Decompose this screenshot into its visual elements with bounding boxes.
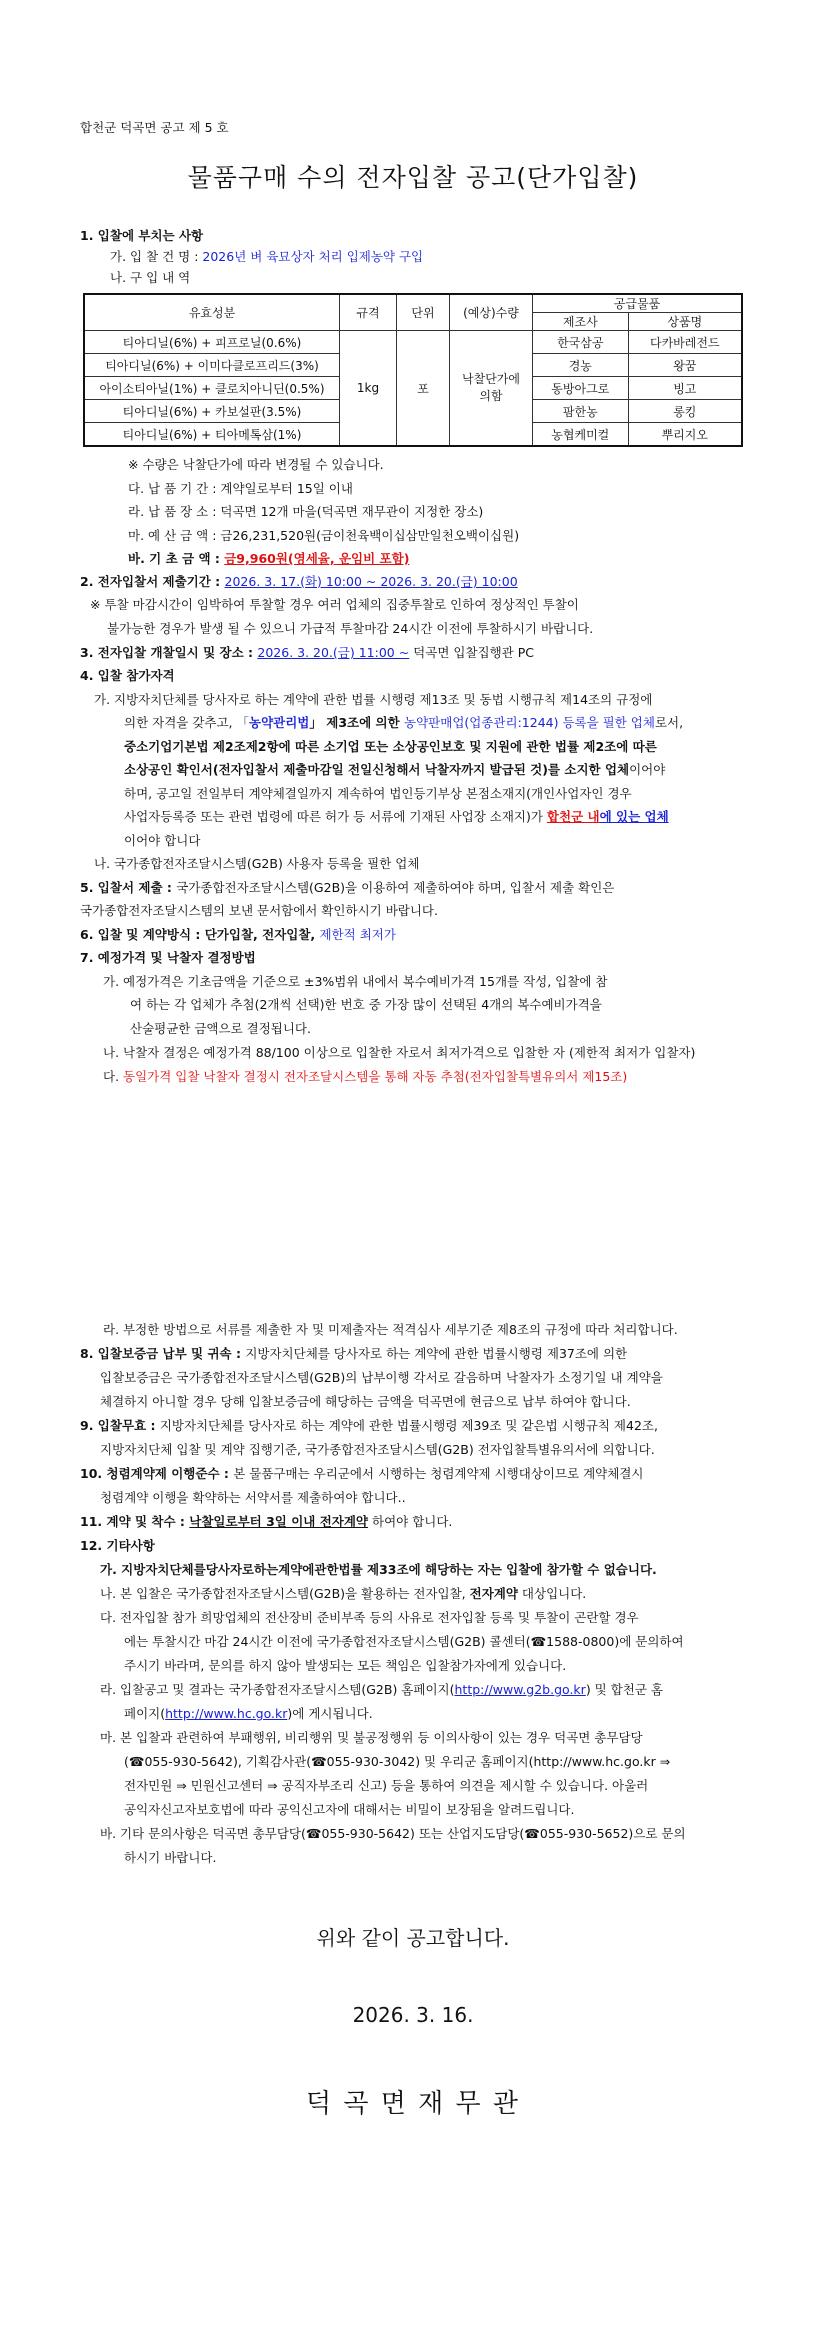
qty-cell: 낙찰단가에 의함 (450, 331, 533, 447)
sec12-da-line2: 에는 투찰시간 마감 24시간 이전에 국가종합전자조달시스템(G2B) 콜센터(☎1588-0800)에 문의하여 (124, 1634, 684, 1649)
hc-homepage-link[interactable]: http://www.hc.go.kr (165, 1706, 288, 1721)
delivery-place: 라. 납 품 장 소 : 덕곡면 12개 마을(덕곡면 재무관이 지정한 장소) (128, 504, 484, 519)
table-row: 티아디닐(6%) + 이미다클로프리드(3%) 경농 왕꿈 (84, 354, 742, 377)
sec12-da-line3: 주시기 바라며, 문의를 하지 않아 발생되는 모든 책임은 입찰참가자에게 있습니다. (124, 1658, 567, 1673)
sec12-da-line1: 다. 전자입찰 참가 희망업체의 전산장비 준비부족 등의 사유로 전자입찰 등록 및 투찰이 곤란할 경우 (100, 1610, 639, 1625)
sec7-ga-line1: 가. 예정가격은 기초금액을 기준으로 ±3%범위 내에서 복수예비가격 15개를 작성, 입찰에 참 (103, 974, 608, 989)
sec4-line2: 의한 자격을 갖추고, 「농약관리법」 제3조에 의한 농약판매업(업종관리:1244) 등록을 필한 업체로서, (124, 715, 684, 730)
sec4-na: 나. 국가종합전자조달시스템(G2B) 사용자 등록을 필한 업체 (94, 856, 420, 871)
sec12-heading: 12. 기타사항 (80, 1538, 155, 1553)
th-maker: 제조사 (533, 313, 629, 331)
sec2-heading: 2. 전자입찰서 제출기간 : 2026. 3. 17.(화) 10:00 ~ 2026. 3. 20.(금) 10:00 (80, 574, 518, 589)
sec7-na: 나. 낙찰자 결정은 예정가격 88/100 이상으로 입찰한 자로서 최저가격으로 입찰한 자 (제한적 최저가 입찰자) (103, 1045, 696, 1060)
opening-datetime: 2026. 3. 20.(금) 11:00 ~ (257, 645, 410, 660)
sec3-heading: 3. 전자입찰 개찰일시 및 장소 : 2026. 3. 20.(금) 11:00 ~ 덕곡면 입찰집행관 PC (80, 645, 534, 660)
budget-amount: 마. 예 산 금 액 : 금26,231,520원(금이천육백이십삼만일천오백이십원) (128, 528, 520, 543)
sec4-line5: 하며, 공고일 전일부터 계약체결일까지 계속하여 법인등기부상 본점소재지(개인사업자인 경우 (124, 786, 632, 801)
unit-cell: 포 (397, 331, 450, 447)
sec4-line6: 사업자등록증 또는 관련 법령에 따른 허가 등 서류에 기재된 사업장 소재지)가 합천군 내에 있는 업체 (124, 809, 669, 824)
th-spec: 규격 (340, 294, 397, 331)
notice-date: 2026. 3. 16. (352, 2003, 474, 2027)
th-product: 상품명 (628, 313, 742, 331)
g2b-link[interactable]: http://www.g2b.go.kr (454, 1682, 586, 1697)
sec8-line1: 8. 입찰보증금 납부 및 귀속 : 지방자치단체를 당사자로 하는 계약에 관한 법률시행령 제37조에 의한 (80, 1346, 628, 1361)
base-amount: 바. 기 초 금 액 : 금9,960원(영세율, 운임비 포함) (128, 551, 410, 566)
delivery-period: 다. 납 품 기 간 : 계약일로부터 15일 이내 (128, 481, 353, 496)
table-row: 티아디닐(6%) + 티아메톡삼(1%) 농협케미컬 뿌리지오 (84, 423, 742, 447)
sec4-line1: 가. 지방자치단체를 당사자로 하는 계약에 관한 법률 시행령 제13조 및 동법 시행규칙 제14조의 규정에 (94, 692, 653, 707)
sec7-ga-line2: 여 하는 각 업체가 추첨(2개씩 선택)한 번호 중 가장 많이 선택된 4개의 복수예비가격을 (130, 997, 602, 1012)
contract-method-value: 제한적 최저가 (319, 927, 396, 942)
quantity-note: ※ 수량은 낙찰단가에 따라 변경될 수 있습니다. (128, 457, 384, 472)
sec7-da: 다. 동일가격 입찰 낙찰자 결정시 전자조달시스템을 통해 자동 추첨(전자입찰특별유의서 제15조) (103, 1069, 628, 1084)
sec4-line3: 중소기업기본법 제2조제2항에 따른 소기업 또는 소상공인보호 및 지원에 관한 법률 제2조에 따른 (124, 739, 657, 754)
sec12-ma-line4: 공익자신고자보호법에 따라 공익신고자에 대해서는 비밀이 보장됨을 알려드립니다. (124, 1802, 575, 1817)
sec9-line1: 9. 입찰무효 : 지방자치단체를 당사자로 하는 계약에 관한 법률시행령 제39조 및 같은법 시행규칙 제42조, (80, 1418, 658, 1433)
item-name-value: 2026년 벼 육묘상자 처리 입제농약 구입 (202, 249, 424, 264)
sec7-ga-line3: 산술평균한 금액으로 결정됩니다. (130, 1021, 311, 1036)
contract-deadline: 낙찰일로부터 3일 이내 전자계약 (189, 1514, 369, 1529)
opening-place: 덕곡면 입찰집행관 PC (409, 645, 534, 660)
sec7-heading: 7. 예정가격 및 낙찰자 결정방법 (80, 950, 256, 965)
sec9-line2: 지방자치단체 입찰 및 계약 집행기준, 국가종합전자조달시스템(G2B) 전자입찰특별유의서에 의합니다. (100, 1442, 655, 1457)
closing-notice: 위와 같이 공고합니다. (316, 1926, 510, 1950)
th-unit: 단위 (397, 294, 450, 331)
sec12-ra-line1: 라. 입찰공고 및 결과는 국가종합전자조달시스템(G2B) 홈페이지(http://www.g2b.go.kr) 및 합천군 홈 (100, 1682, 663, 1697)
sec8-line3: 체결하지 아니할 경우 당해 입찰보증금에 해당하는 금액을 덕곡면에 현금으로 납부 하여야 합니다. (100, 1394, 631, 1409)
sec1-item-name: 가. 입 찰 건 명 : 2026년 벼 육묘상자 처리 입제농약 구입 (110, 249, 424, 264)
sec2-note-line1: ※ 투찰 마감시간이 임박하여 투찰할 경우 여러 업체의 집중투찰로 인하여 정상적인 투찰이 (90, 597, 579, 612)
sec10-line2: 청렴계약 이행을 확약하는 서약서를 제출하여야 합니다.. (100, 1490, 406, 1505)
sec8-line2: 입찰보증금은 국가종합전자조달시스템(G2B)의 납부이행 각서로 갈음하며 낙찰자가 소정기일 내 계약을 (100, 1370, 663, 1385)
sec4-heading: 4. 입찰 참가자격 (80, 668, 175, 683)
notice-serial-number: 합천군 덕곡면 공고 제 5 호 (80, 120, 229, 135)
th-ingredient: 유효성분 (84, 294, 340, 331)
sec12-ba-line2: 하시기 바랍니다. (124, 1850, 217, 1865)
sec5-line2: 국가종합전자조달시스템의 보낸 문서함에서 확인하시기 바랍니다. (80, 903, 438, 918)
bid-period: 2026. 3. 17.(화) 10:00 ~ 2026. 3. 20.(금) 10:00 (224, 574, 518, 589)
sec1-purchase-details: 나. 구 입 내 역 (110, 270, 191, 285)
table-row: 티아디닐(6%) + 카보설판(3.5%) 팜한농 롱킹 (84, 400, 742, 423)
sec12-ga: 가. 지방자치단체를당사자로하는계약에관한법률 제33조에 해당하는 자는 입찰에 참가할 수 없습니다. (100, 1562, 657, 1577)
spec-cell: 1kg (340, 331, 397, 447)
notice-title: 물품구매 수의 전자입찰 공고(단가입찰) (187, 163, 639, 192)
sec7-ra: 라. 부정한 방법으로 서류를 제출한 자 및 미제출자는 적격심사 세부기준 제8조의 규정에 따라 처리합니다. (103, 1322, 678, 1337)
sec12-ma-line3: 전자민원 ⇒ 민원신고센터 ⇒ 공직자부조리 신고) 등을 통하여 의견을 제시할 수 있습니다. 아울러 (124, 1778, 649, 1793)
sec12-ra-line2: 페이지(http://www.hc.go.kr)에 게시됩니다. (124, 1706, 373, 1721)
tie-break-rule: 동일가격 입찰 낙찰자 결정시 전자조달시스템을 통해 자동 추첨(전자입찰특별유의서 제15조) (123, 1069, 628, 1084)
signer-title: 덕 곡 면 재 무 관 (305, 2089, 521, 2119)
sec11: 11. 계약 및 착수 : 낙찰일로부터 3일 이내 전자계약 하여야 합니다. (80, 1514, 453, 1529)
sec2-note-line2: 불가능한 경우가 발생 될 수 있으니 가급적 투찰마감 24시간 이전에 투찰하시기 바랍니다. (107, 621, 594, 636)
purchase-items-table (83, 293, 743, 447)
sec12-ba-line1: 바. 기타 문의사항은 덕곡면 총무담당(☎055-930-5642) 또는 산업지도담당(☎055-930-5652)으로 문의 (100, 1826, 686, 1841)
sec12-ma-line2: (☎055-930-5642), 기획감사관(☎055-930-3042) 및 우리군 홈페이지(http://www.hc.go.kr ⇒ (124, 1754, 671, 1769)
sec4-line7: 이어야 합니다 (124, 833, 201, 848)
sec12-ma-line1: 마. 본 입찰과 관련하여 부패행위, 비리행위 및 불공정행위 등 이의사항이 있는 경우 덕곡면 총무담당 (100, 1730, 643, 1745)
sec6-heading: 6. 입찰 및 계약방식 : 단가입찰, 전자입찰, 제한적 최저가 (80, 927, 396, 942)
sec10-line1: 10. 청렴계약제 이행준수 : 본 물품구매는 우리군에서 시행하는 청렴계약제 시행대상이므로 계약체결시 (80, 1466, 644, 1481)
th-qty: (예상)수량 (450, 294, 533, 331)
sec4-line4: 소상공인 확인서(전자입찰서 제출마감일 전일신청해서 낙찰자까지 발급된 것)를 소지한 업체이어야 (124, 762, 666, 777)
th-supply: 공급물품 (533, 294, 743, 313)
sec5-line1: 5. 입찰서 제출 : 국가종합전자조달시스템(G2B)을 이용하여 제출하여야 하며, 입찰서 제출 확인은 (80, 880, 615, 895)
base-amount-value: 금9,960원(영세율, 운임비 포함) (224, 551, 410, 566)
table-row: 티아디닐(6%) + 피프로닐(0.6%) 1kg 포 낙찰단가에 의함 한국삼공 다카바레전드 (84, 331, 742, 354)
table-row: 아이소티아닐(1%) + 클로치아니딘(0.5%) 동방아그로 빙고 (84, 377, 742, 400)
sec12-na: 나. 본 입찰은 국가종합전자조달시스템(G2B)을 활용하는 전자입찰, 전자계약 대상입니다. (100, 1586, 587, 1601)
sec1-heading: 1. 입찰에 부치는 사항 (80, 228, 204, 243)
